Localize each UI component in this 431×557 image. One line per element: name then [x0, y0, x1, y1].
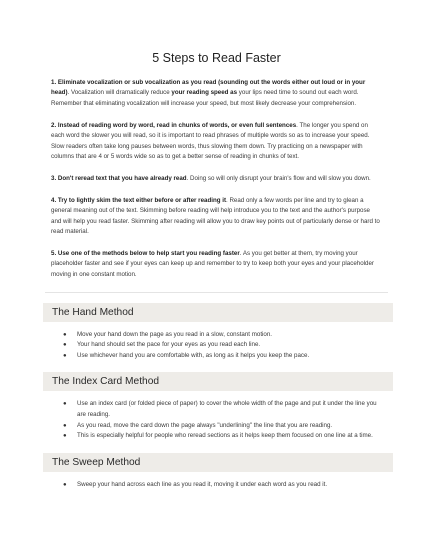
step-1-emphasis: your reading speed as: [171, 89, 238, 97]
list-item: [63, 330, 382, 341]
method-index-card-list: [51, 399, 382, 441]
bullet-icon: ●: [63, 342, 67, 349]
list-item: [63, 399, 382, 420]
step-1: [51, 78, 382, 109]
method-sweep-list: [51, 480, 382, 491]
step-5-text: . As you get better at them, try moving your placeholder faster and see if your eyes can keep up and remember to try to keep both your eyes and your placeholder moving in one constant motion.: [51, 249, 374, 278]
method-sweep: [51, 453, 382, 491]
list-item: [63, 480, 382, 491]
method-sweep-heading: The Sweep Method: [43, 453, 393, 472]
list-item: [63, 431, 382, 442]
step-2-heading: 2. Instead of reading word by word, read in chunks of words, or even full sentences: [51, 121, 297, 129]
step-4-text: . Read only a few words per line and try to glean a general meaning out of the text. Skimming before reading will help introduce you to the text and the author's purpose and will help you read faster. Skimming after reading will allow you to draw key points out of particularly dense or hard to read material.: [51, 196, 380, 235]
list-item-text: Your hand should set the pace for your eyes as you read each line.: [77, 341, 261, 349]
step-5-heading: 5. Use one of the methods below to help start you reading faster: [51, 249, 240, 257]
list-item-text: This is especially helpful for people who reread sections as it helps keep them focused on one line at a time.: [77, 432, 373, 440]
step-2: [51, 121, 382, 163]
bullet-icon: ●: [63, 352, 67, 359]
list-item: [63, 340, 382, 351]
method-hand: [51, 303, 382, 362]
method-hand-heading: The Hand Method: [43, 303, 393, 322]
list-item-text: Sweep your hand across each line as you read it, moving it under each word as you read it.: [77, 480, 328, 488]
method-index-card-heading: The Index Card Method: [43, 372, 393, 391]
list-item-text: Use whichever hand you are comfortable with, as long as it helps you keep the pace.: [77, 351, 310, 359]
bullet-icon: ●: [63, 401, 67, 408]
step-2-text: . The longer you spend on each word the slower you will read, so it is important to read phrases of multiple words so as to increase your speed. Slow readers often take long pauses between words, thus slowing them down. Try practicing on a newspaper with columns that are 4 or 5 words wide so as to get a better sense of reading in chunks of text.: [51, 121, 370, 160]
method-index-card: [51, 372, 382, 441]
step-1-text-a: . Vocalization will dramatically reduce: [67, 89, 172, 97]
method-hand-list: [51, 330, 382, 362]
steps-list: [51, 78, 382, 280]
bullet-icon: ●: [63, 481, 67, 488]
step-3-text: . Doing so will only disrupt your brain's flow and will slow you down.: [186, 174, 371, 182]
bullet-icon: ●: [63, 422, 67, 429]
list-item: [63, 351, 382, 362]
list-item-text: As you read, move the card down the page always "underlining" the line that you are reading.: [77, 421, 333, 429]
page-title: 5 Steps to Read Faster: [152, 51, 281, 65]
section-divider: [45, 292, 388, 293]
step-4: [51, 196, 382, 238]
step-1-heading: 1. Eliminate vocalization or sub vocalization as you read (sounding out the words either out loud or in your head): [51, 79, 366, 97]
step-3-heading: 3. Don't reread text that you have already read: [51, 174, 187, 182]
list-item: [63, 421, 382, 432]
list-item-text: Use an index card (or folded piece of paper) to cover the whole width of the page and put it under the line you are reading.: [77, 400, 377, 418]
step-5: [51, 249, 382, 280]
list-item-text: Move your hand down the page as you read in a slow, constant motion.: [77, 330, 273, 338]
bullet-icon: ●: [63, 331, 67, 338]
step-1-text-b: your lips need time to sound out each word. Remember that eliminating vocalization will increase your speed, but most likely decrease your comprehension.: [51, 89, 359, 107]
bullet-icon: ●: [63, 433, 67, 440]
step-3: [51, 174, 382, 184]
step-4-heading: 4. Try to lightly skim the text either before or after reading it: [51, 196, 227, 204]
